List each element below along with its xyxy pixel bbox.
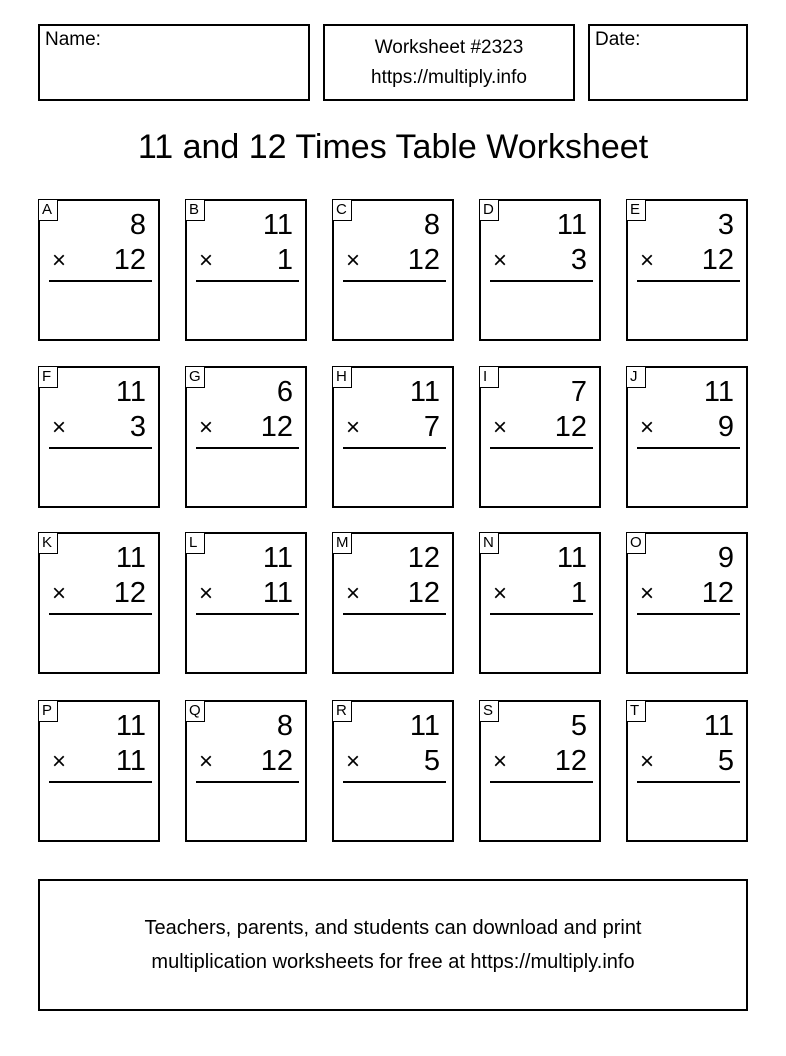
multiply-sign-icon: × (52, 414, 67, 441)
multiplicand: 12 (407, 542, 440, 574)
problem-letter: K (38, 532, 58, 554)
problem-letter: Q (185, 700, 205, 722)
answer-rule (490, 447, 593, 449)
problem-letter: H (332, 366, 352, 388)
problem-letter: N (479, 532, 499, 554)
name-label: Name: (45, 29, 101, 50)
multiplicand: 11 (115, 376, 146, 408)
problem-letter: O (626, 532, 646, 554)
multiply-sign-icon: × (199, 748, 214, 775)
multiplier: 3 (570, 244, 587, 276)
problem-card[interactable] (626, 532, 748, 674)
worksheet-url: https://multiply.info (371, 66, 527, 88)
problem-letter: C (332, 199, 352, 221)
multiplier: 12 (701, 577, 734, 609)
multiplier: 11 (115, 745, 146, 777)
answer-rule (343, 613, 446, 615)
multiplier: 1 (276, 244, 293, 276)
worksheet-info-box (323, 24, 575, 101)
problem-card[interactable] (38, 366, 160, 508)
answer-rule (196, 280, 299, 282)
multiply-sign-icon: × (493, 414, 508, 441)
problem-letter: E (626, 199, 646, 221)
multiply-sign-icon: × (640, 748, 655, 775)
multiplier: 5 (717, 745, 734, 777)
answer-rule (49, 613, 152, 615)
problem-letter: M (332, 532, 352, 554)
multiply-sign-icon: × (199, 247, 214, 274)
problem-letter: A (38, 199, 58, 221)
name-field[interactable] (38, 24, 310, 101)
multiplier: 3 (129, 411, 146, 443)
problem-card[interactable] (332, 700, 454, 842)
multiplicand: 8 (423, 209, 440, 241)
problem-card[interactable] (185, 199, 307, 341)
multiplicand: 3 (717, 209, 734, 241)
multiplicand: 5 (570, 710, 587, 742)
problem-letter: T (626, 700, 646, 722)
problem-card[interactable] (332, 199, 454, 341)
answer-rule (49, 447, 152, 449)
multiplier: 12 (260, 745, 293, 777)
multiply-sign-icon: × (640, 580, 655, 607)
problem-card[interactable] (626, 700, 748, 842)
problem-letter: B (185, 199, 205, 221)
answer-rule (196, 613, 299, 615)
answer-rule (49, 781, 152, 783)
date-field[interactable] (588, 24, 748, 101)
problem-letter: G (185, 366, 205, 388)
problem-card[interactable] (479, 366, 601, 508)
problem-card[interactable] (185, 366, 307, 508)
multiply-sign-icon: × (199, 414, 214, 441)
answer-rule (196, 781, 299, 783)
answer-rule (637, 280, 740, 282)
multiplicand: 11 (115, 710, 146, 742)
multiply-sign-icon: × (493, 748, 508, 775)
answer-rule (343, 781, 446, 783)
multiplier: 12 (260, 411, 293, 443)
problem-letter: F (38, 366, 58, 388)
problem-letter: S (479, 700, 499, 722)
footer-line-1: Teachers, parents, and students can download and print (144, 917, 642, 939)
multiplier: 9 (717, 411, 734, 443)
multiplicand: 11 (703, 376, 734, 408)
multiply-sign-icon: × (346, 247, 361, 274)
footer-line-2: multiplication worksheets for free at https://multiply.info (151, 951, 635, 973)
multiplicand: 11 (115, 542, 146, 574)
problem-card[interactable] (626, 366, 748, 508)
multiplicand: 11 (703, 710, 734, 742)
multiply-sign-icon: × (346, 748, 361, 775)
multiplicand: 11 (262, 542, 293, 574)
multiplicand: 11 (556, 542, 587, 574)
worksheet-number: Worksheet #2323 (374, 36, 524, 58)
multiplier: 5 (423, 745, 440, 777)
multiply-sign-icon: × (493, 247, 508, 274)
answer-rule (637, 447, 740, 449)
multiplier: 11 (262, 577, 293, 609)
footer-box (38, 879, 748, 1011)
multiplier: 12 (407, 244, 440, 276)
date-label: Date: (595, 29, 641, 50)
problem-card[interactable] (332, 532, 454, 674)
multiply-sign-icon: × (199, 580, 214, 607)
answer-rule (637, 781, 740, 783)
problem-letter: I (479, 366, 499, 388)
multiplicand: 9 (717, 542, 734, 574)
problem-card[interactable] (38, 532, 160, 674)
multiply-sign-icon: × (640, 247, 655, 274)
answer-rule (343, 280, 446, 282)
multiplier: 7 (423, 411, 440, 443)
problem-card[interactable] (479, 532, 601, 674)
multiplier: 12 (554, 745, 587, 777)
problem-letter: L (185, 532, 205, 554)
answer-rule (49, 280, 152, 282)
problem-card[interactable] (185, 700, 307, 842)
multiply-sign-icon: × (52, 247, 67, 274)
multiplier: 12 (701, 244, 734, 276)
problem-letter: R (332, 700, 352, 722)
page-title: 11 and 12 Times Table Worksheet (137, 128, 649, 166)
multiplicand: 6 (276, 376, 293, 408)
answer-rule (490, 280, 593, 282)
multiplier: 12 (554, 411, 587, 443)
problem-card[interactable] (332, 366, 454, 508)
problem-card[interactable] (38, 700, 160, 842)
multiplicand: 8 (276, 710, 293, 742)
multiplicand: 7 (570, 376, 587, 408)
problem-card[interactable] (479, 199, 601, 341)
problem-letter: P (38, 700, 58, 722)
multiply-sign-icon: × (346, 580, 361, 607)
problem-card[interactable] (626, 199, 748, 341)
problem-card[interactable] (185, 532, 307, 674)
multiply-sign-icon: × (346, 414, 361, 441)
problem-letter: J (626, 366, 646, 388)
multiply-sign-icon: × (52, 580, 67, 607)
answer-rule (196, 447, 299, 449)
problem-letter: D (479, 199, 499, 221)
multiplicand: 11 (262, 209, 293, 241)
multiply-sign-icon: × (493, 580, 508, 607)
problem-card[interactable] (38, 199, 160, 341)
multiplicand: 11 (556, 209, 587, 241)
multiplier: 12 (113, 577, 146, 609)
answer-rule (490, 781, 593, 783)
answer-rule (637, 613, 740, 615)
multiplicand: 11 (409, 710, 440, 742)
multiply-sign-icon: × (52, 748, 67, 775)
multiplier: 1 (570, 577, 587, 609)
multiply-sign-icon: × (640, 414, 655, 441)
answer-rule (343, 447, 446, 449)
multiplicand: 8 (129, 209, 146, 241)
multiplier: 12 (113, 244, 146, 276)
problem-card[interactable] (479, 700, 601, 842)
multiplier: 12 (407, 577, 440, 609)
multiplicand: 11 (409, 376, 440, 408)
answer-rule (490, 613, 593, 615)
